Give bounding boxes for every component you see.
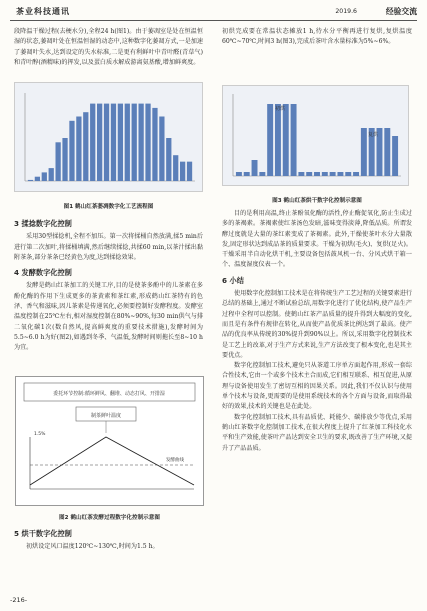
section-4-text: 发酵是鹤山红茶加工的关键工序,目的是使茶多酚中的儿茶素在多酚化酶的作用下生成更多的茶黄素和茶红素,形成鹤山红茶特有的色泽、香气和滋味,因儿茶素是传递氧化,必须要控制好发酵程度。发酵室温度控制在25℃左右,相对湿度控制在80%~90%,每30 min供气与排二氧化碳1次(数自然风,提高鲜爽度的重要技术措施),发酵时间为5.5~6.0 h为好(图2),如遇到冬季、气温低,发酵时间则拖长至8~10 h为宜。 xyxy=(14,282,203,352)
right-column-body xyxy=(222,209,412,454)
bar xyxy=(275,104,281,176)
right-intro-paragraph: 初烘完成要在常温状态摊放1 h,待水分平衡再进行复烘,复烘温度60℃~70℃,时间3 h(图3),完成后茶叶含水量标准为5%~6%。 xyxy=(222,28,412,46)
bar xyxy=(42,172,47,181)
bar xyxy=(337,172,343,176)
issue-number: 2019.6 xyxy=(335,8,357,15)
bar xyxy=(236,172,242,176)
figure-3-caption: 图3 鹤山红茶烘干数字化控制示意图 xyxy=(272,198,362,204)
summary-paragraph-1: 使用数字化控制加工技术是在将传统生产工艺过程的关键要素进行总结的基础上,通过不断试验总结,用数字化进行了优化结构,使产品生产过程中全程可以控制。使鹤山红茶产品质量的提升得到大幅度的变化,而且是有条件有规律在转化,从而使产品优质茶比例达到了最高。使产品的优良率从传统的30%提升到90%以上。所以,采用数字化控制技术是工艺上的改革,对于生产方式来说,生产方法改变了根本变化,也是其主要优点。 xyxy=(222,290,412,359)
summary-paragraph-2: 数字化控制加工技术,避免只从茶道工序单方面起作用,形成一套综合性技术,它由一个或多个技术主合而成,它们相互联系、相互促进,从原理与设备使用发生了密切互相的因果关系。因此,我们不仅认识与使用单个技术与设备,更需要的是使用系统技术的各个方面与设备,而取得最好的效果,技术的关键也是在此处。 xyxy=(222,362,412,411)
drying-paragraph: 目的是利用高温,终止茶酚氧化酶的活性,停止酶促氧化,防止生成过多的茶褐素。茶褐素使红茶汤色发暗,滋味变得淡薄,降低品质。所谓发酵过度就是大量的茶红素变成了茶褐素。此外,干燥使茶叶水分大量散发,固定形状达到成品茶的质量要求。干燥为初烘(毛火)、复烘(足火)。干燥采用半自动化烘干机,主要设备包括鼓风机一台、分风式烘干箱一个、温度湿度仪表一个。 xyxy=(222,210,412,269)
fig3-label-second: 复烘 xyxy=(368,132,379,138)
bar xyxy=(173,155,178,181)
fig2-temp-text: 制茶鲜叶温度 xyxy=(90,413,122,419)
figure-3-bars xyxy=(236,104,398,176)
bar xyxy=(28,180,33,181)
bar xyxy=(314,172,320,176)
bar xyxy=(283,104,289,176)
bar xyxy=(306,172,312,176)
bar xyxy=(252,160,258,176)
bar xyxy=(187,162,192,181)
section-3-text: 采用30型揉捻机,全程不加压。第一次将揉桶自然放满,揉5 min后进行第二次加叶,将揉桶填满,然后继续揉捻,共揉60 min,以茶汁揉出黏附茶条,部分茶条已经黄色为度,达到揉捻效果。 xyxy=(14,233,203,261)
bar xyxy=(166,138,171,181)
bar xyxy=(159,117,164,182)
bar xyxy=(180,162,185,181)
bar xyxy=(152,108,157,181)
bar xyxy=(291,104,297,176)
bar xyxy=(353,172,359,176)
figure-3-chart xyxy=(223,86,408,185)
figure-1-bars xyxy=(28,104,192,181)
fig3-label-initial: 初烘 xyxy=(275,106,286,112)
left-column-section-5 xyxy=(14,524,203,553)
fig2-curve-label: 发酵曲线 xyxy=(166,458,184,463)
figure-2-caption: 图2 鹤山红茶发酵过程数字化控制示意图 xyxy=(59,515,160,521)
bar xyxy=(104,104,109,181)
figure-1 xyxy=(14,82,203,192)
section-5-text: 初烘设定风口温度120℃~130℃,时间为1.5 h。 xyxy=(26,543,159,551)
section-name: 经验交流 xyxy=(385,7,417,16)
bar xyxy=(49,168,54,181)
left-column-intro xyxy=(14,27,203,68)
bar xyxy=(267,104,273,176)
fig2-ytick: 1.5% xyxy=(34,432,46,437)
right-column-intro xyxy=(222,27,412,48)
bar xyxy=(298,172,304,176)
bar xyxy=(244,172,250,176)
bar xyxy=(322,172,328,176)
summary-paragraph-3: 数字化控制加工技术,具有品质优、耗能少、碳排放少等优点,采用鹤山红茶数字化控制加工技术,在很大程度上提升了红茶加工科技化水平和生产效能,使茶叶产品达到安全卫生的要求,既改善了生产环境,又提升了产品品质。 xyxy=(222,413,412,452)
bar xyxy=(132,104,137,181)
bar xyxy=(125,104,130,181)
bar xyxy=(35,177,40,181)
bar xyxy=(111,104,116,181)
intro-paragraph: 段降温干燥过程(去梗水分),全程24 h(图1)。由于萎凋室是处在恒温恒湿的状态,萎凋叶处在恒温恒湿的动态中,这种数字化萎凋方式,一是加速了萎凋叶失水,达到设定的失水标准,二是更有利鲜叶中青叶醛(青草气)和青叶醇(酒精味)的挥发,以及蛋白质水解成游离氨基酸,增加鲜爽度。 xyxy=(14,28,203,66)
bar xyxy=(330,172,336,176)
bar xyxy=(118,104,123,181)
bar xyxy=(97,104,102,181)
page-header xyxy=(10,4,417,21)
bar xyxy=(345,172,351,176)
bar xyxy=(90,104,95,181)
bar xyxy=(69,121,74,181)
bar xyxy=(56,142,61,181)
bar xyxy=(145,104,150,181)
section-4-title: 4 发酵数字化控制 xyxy=(14,268,72,278)
section-3-title: 3 揉捻数字化控制 xyxy=(14,219,72,228)
bar xyxy=(361,128,367,176)
figure-3 xyxy=(222,85,409,186)
left-column-body xyxy=(14,214,203,354)
figure-1-chart xyxy=(15,83,202,191)
bar xyxy=(83,112,88,181)
bar xyxy=(76,117,81,182)
bar xyxy=(392,136,398,176)
figure-2-diagram xyxy=(16,377,203,505)
bar xyxy=(384,128,390,176)
bar xyxy=(139,104,144,181)
figure-2 xyxy=(15,376,204,506)
journal-name: 茶业科技通讯 xyxy=(16,7,70,16)
figure-1-caption: 图1 鹤山红茶萎凋数字化工艺流程图 xyxy=(63,204,154,210)
section-6-title: 6 小结 xyxy=(222,275,244,285)
bar xyxy=(259,172,265,176)
fig2-control-text: 委托环节控制:循环鲜风、翻堆、动态打风、开排湿 xyxy=(53,391,165,397)
bar xyxy=(62,138,67,181)
page-number: -216- xyxy=(10,596,28,604)
section-5-title: 5 烘干数字化控制 xyxy=(14,529,72,538)
